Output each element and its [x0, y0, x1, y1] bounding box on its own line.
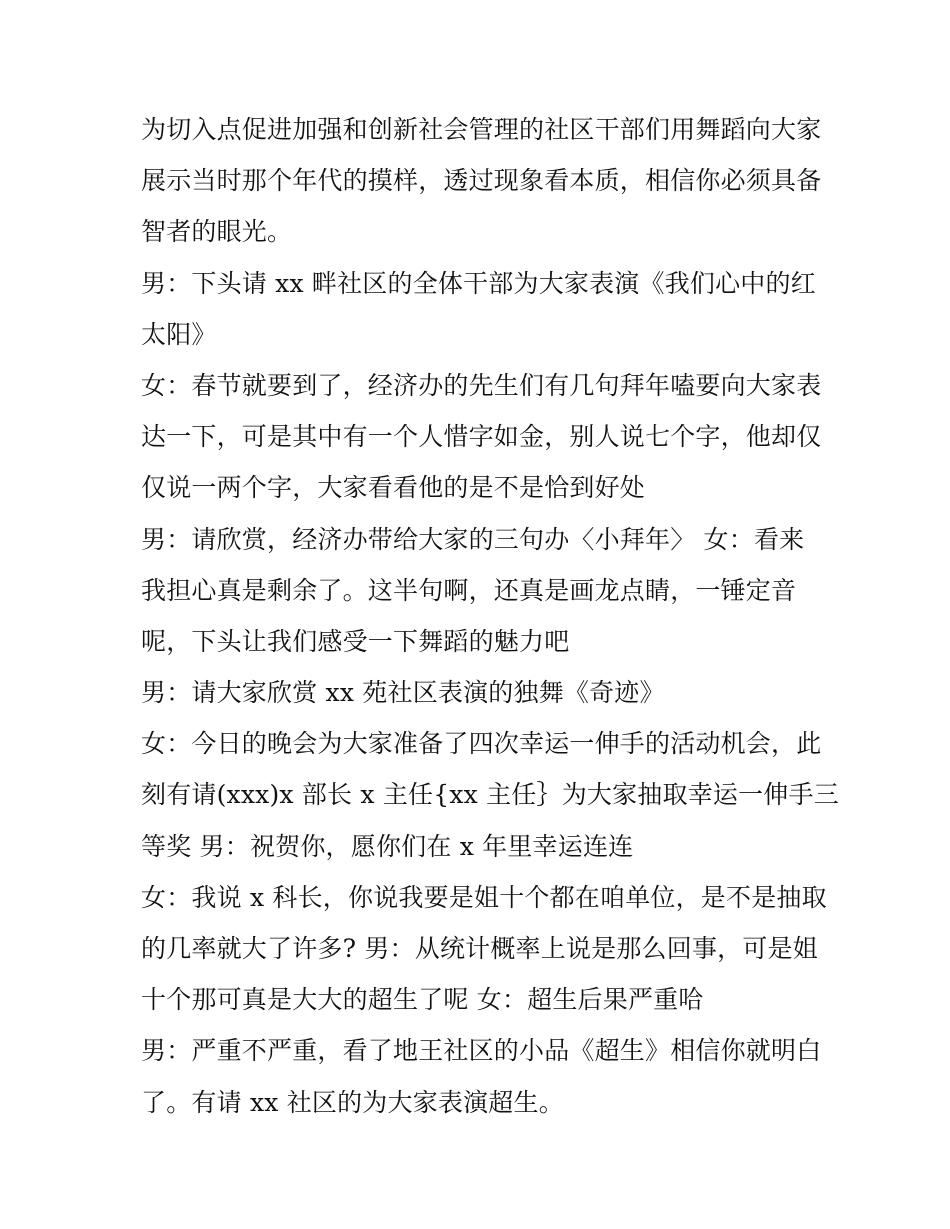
text-line: 男：严重不严重，看了地王社区的小品《超生》相信你就明白 — [141, 1036, 822, 1066]
text-line: 等奖 男：祝贺你，愿你们在 x 年里幸运连连 — [141, 831, 634, 861]
text-line: 女：春节就要到了，经济办的先生们有几句拜年嗑要向大家表 — [141, 370, 822, 400]
text-line: 了。有请 xx 社区的为大家表演超生。 — [141, 1087, 564, 1117]
document-body — [141, 104, 839, 1128]
text-line: 女：我说 x 科长，你说我要是姐十个都在咱单位，是不是抽取 — [141, 882, 827, 912]
text-line: 的几率就大了许多? 男：从统计概率上说是那么回事，可是姐 — [141, 934, 818, 963]
text-line: 为切入点促进加强和创新社会管理的社区干部们用舞蹈向大家 — [141, 115, 822, 144]
text-line: 十个那可真是大大的超生了呢 女：超生后果严重哈 — [141, 985, 704, 1015]
text-line: 仅说一两个字，大家看看他的是不是恰到好处 — [141, 473, 646, 503]
text-line: 我担心真是剩余了。这半句啊，还真是画龙点睛，一锤定音 — [141, 575, 797, 605]
text-line: 展示当时那个年代的摸样，透过现象看本质，相信你必须具备 — [141, 166, 822, 196]
text-line: 女：今日的晚会为大家准备了四次幸运一伸手的活动机会，此 — [141, 729, 822, 759]
text-line: 太阳》 — [141, 319, 217, 349]
text-line: 刻有请(xxx)x 部长 x 主任{xx 主任｝为大家抽取幸运一伸手三 — [141, 780, 839, 810]
text-line: 呢，下头让我们感受一下舞蹈的魅力吧 — [141, 626, 570, 656]
text-line: 达一下，可是其中有一个人惜字如金，别人说七个字，他却仅 — [141, 422, 822, 452]
text-line: 智者的眼光。 — [141, 217, 293, 247]
text-line: 男：请大家欣赏 xx 苑社区表演的独舞《奇迹》 — [141, 678, 665, 708]
text-line: 男：下头请 xx 畔社区的全体干部为大家表演《我们心中的红 — [141, 268, 816, 298]
text-line: 男：请欣赏，经济办带给大家的三句办〈小拜年〉 女：看来 — [141, 524, 805, 554]
